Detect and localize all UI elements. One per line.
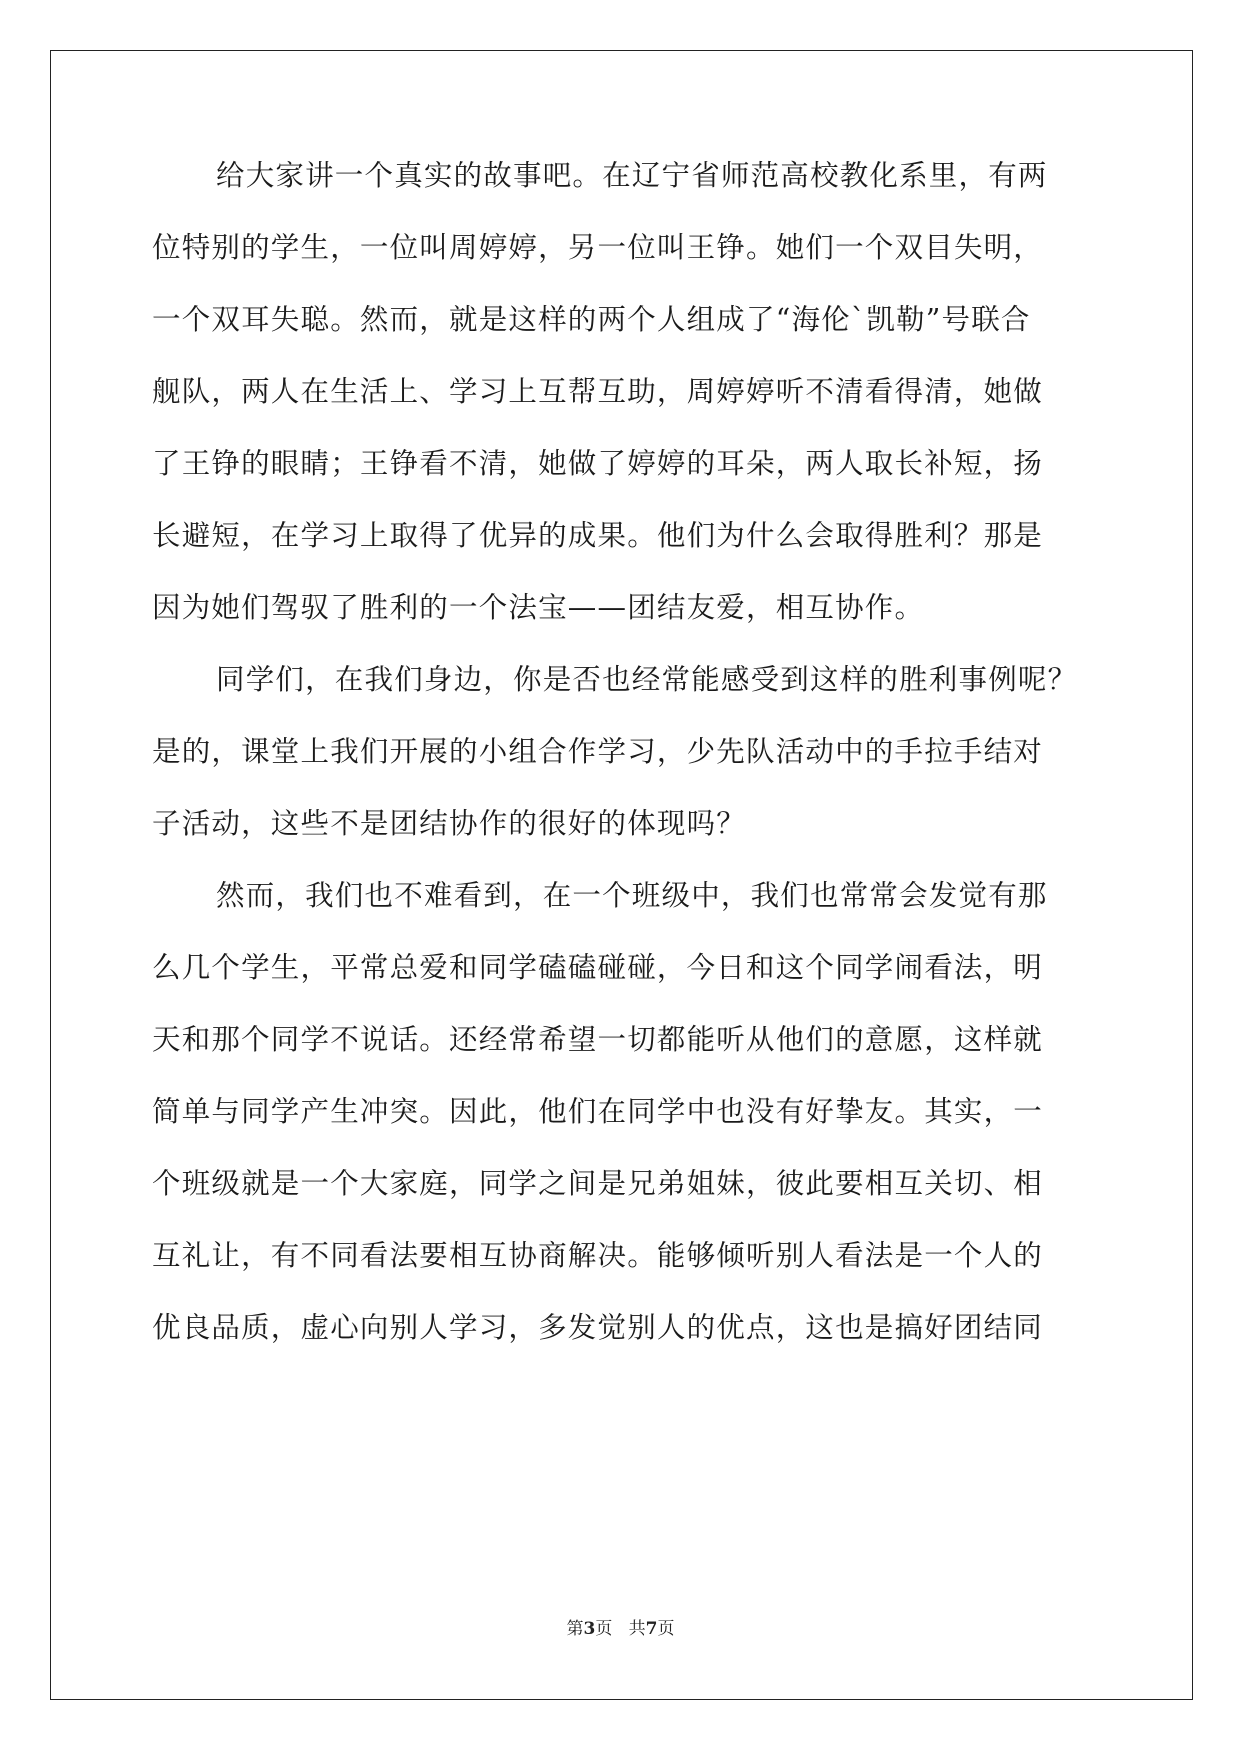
paragraph-1-line-2: 位特别的学生，一位叫周婷婷，另一位叫王铮。她们一个双目失明，	[152, 231, 1044, 264]
paragraph-3-line-4: 简单与同学产生冲突。因此，他们在同学中也没有好挚友。其实，一	[152, 1095, 1044, 1128]
paragraph-3-line-2: 么几个学生，平常总爱和同学磕磕碰碰，今日和这个同学闹看法，明	[152, 951, 1044, 984]
paragraph-1-line-7: 因为她们驾驭了胜利的一个法宝——团结友爱，相互协作。	[152, 591, 925, 624]
total-page-number: 7	[645, 1619, 658, 1639]
paragraph-3-line-7: 优良品质，虚心向别人学习，多发觉别人的优点，这也是搞好团结同	[152, 1311, 1044, 1344]
paragraph-1-line-5: 了王铮的眼睛；王铮看不清，她做了婷婷的耳朵，两人取长补短，扬	[152, 447, 1044, 480]
paragraph-2-line-3: 子活动，这些不是团结协作的很好的体现吗？	[152, 807, 747, 840]
page-footer	[0, 1618, 1241, 1640]
page-border	[50, 50, 1193, 1700]
footer-total-prefix: 共	[628, 1619, 646, 1639]
current-page-number: 3	[583, 1619, 596, 1639]
paragraph-3-line-5: 个班级就是一个大家庭，同学之间是兄弟姐妹，彼此要相互关切、相	[152, 1167, 1044, 1200]
paragraph-1-line-4: 舰队，两人在生活上、学习上互帮互助，周婷婷听不清看得清，她做	[152, 375, 1044, 408]
paragraph-2-line-1: 同学们，在我们身边，你是否也经常能感受到这样的胜利事例呢？	[216, 663, 1078, 696]
footer-prefix: 第	[566, 1619, 584, 1639]
paragraph-3-line-3: 天和那个同学不说话。还经常希望一切都能听从他们的意愿，这样就	[152, 1023, 1044, 1056]
paragraph-1-line-3: 一个双耳失聪。然而，就是这样的两个人组成了“海伦`凯勒”号联合	[152, 303, 1031, 336]
paragraph-1-line-1: 给大家讲一个真实的故事吧。在辽宁省师范高校教化系里，有两	[216, 159, 1048, 192]
footer-total-suffix: 页	[657, 1619, 675, 1639]
paragraph-3-line-1: 然而，我们也不难看到，在一个班级中，我们也常常会发觉有那	[216, 879, 1048, 912]
paragraph-2-line-2: 是的，课堂上我们开展的小组合作学习，少先队活动中的手拉手结对	[152, 735, 1044, 768]
footer-page-suffix: 页	[595, 1619, 613, 1639]
paragraph-3-line-6: 互礼让，有不同看法要相互协商解决。能够倾听别人看法是一个人的	[152, 1239, 1044, 1272]
paragraph-1-line-6: 长避短，在学习上取得了优异的成果。他们为什么会取得胜利？那是	[152, 519, 1044, 552]
